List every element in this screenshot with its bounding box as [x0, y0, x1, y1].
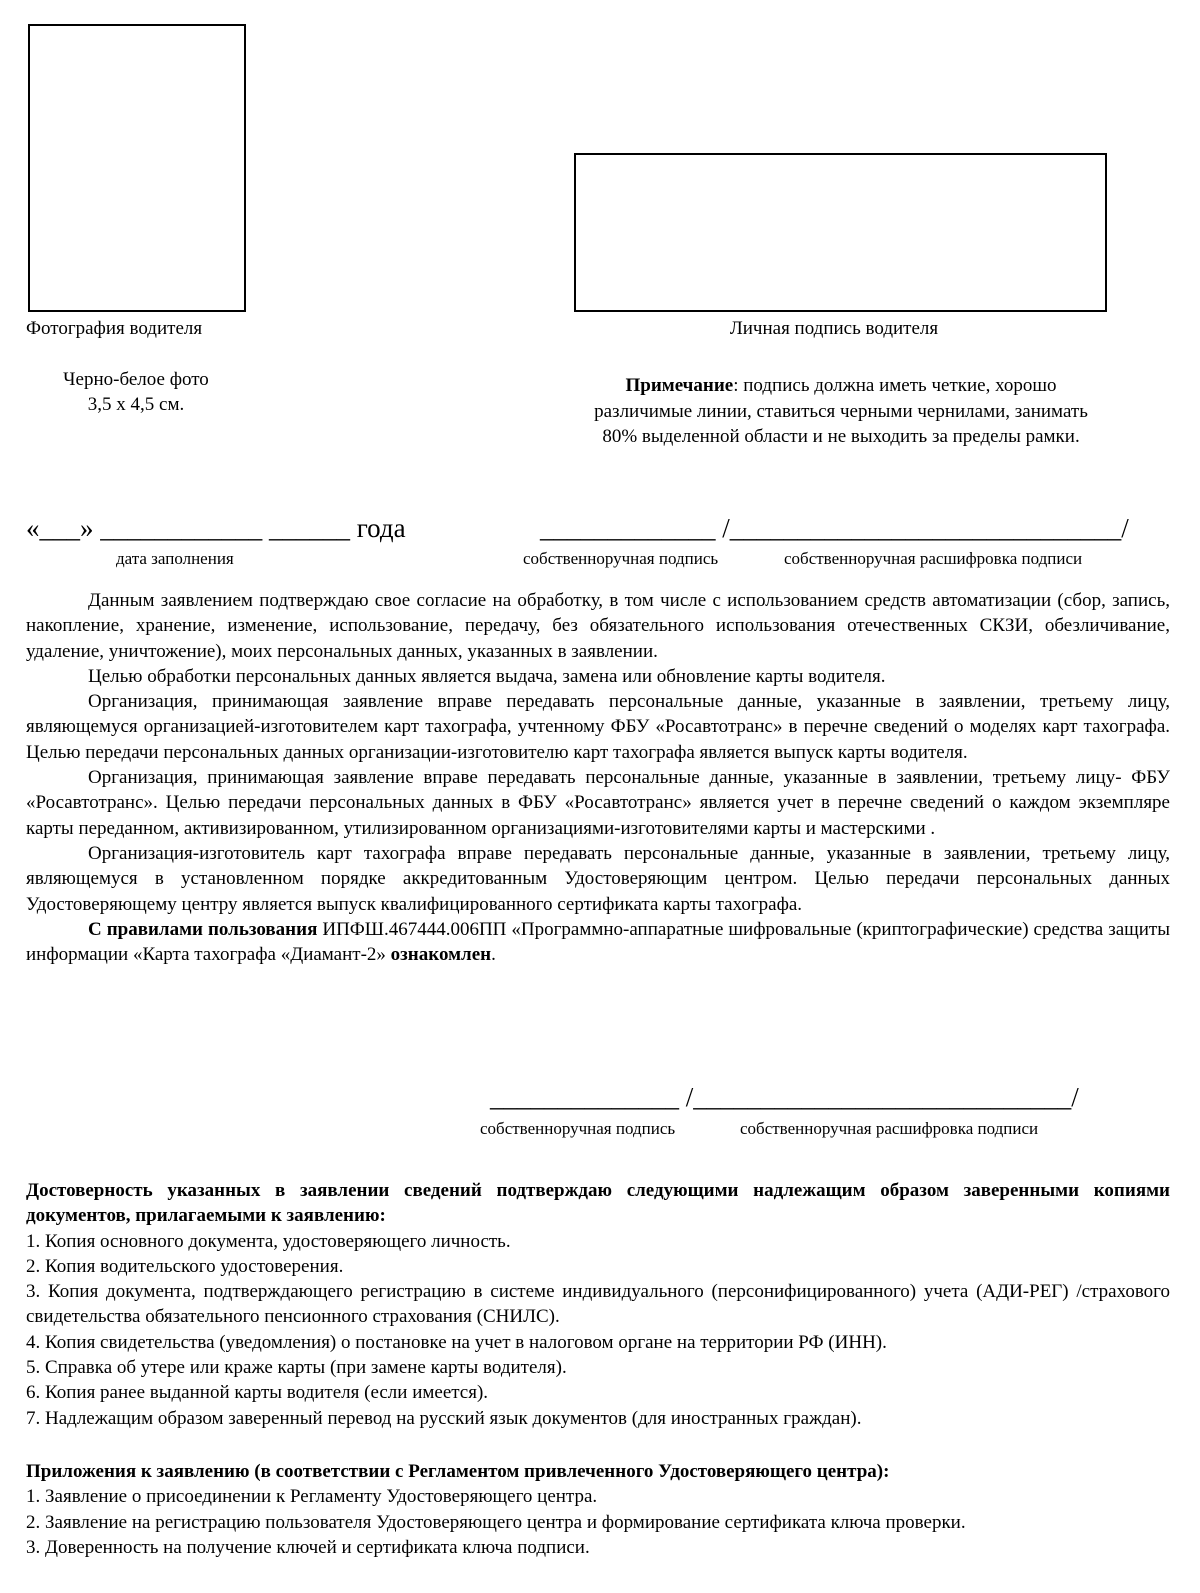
- photo-note: [0, 367, 272, 418]
- documents-section: [26, 1178, 1170, 1431]
- photo-caption: Фотография водителя: [26, 318, 203, 339]
- documents-heading: [26, 1178, 1170, 1229]
- list-item: 5. Справка об утере или краже карты (при замене карты водителя).: [26, 1357, 567, 1379]
- signature-line-1[interactable]: _____________ /_____________________________/: [540, 513, 1129, 543]
- date-fill-line[interactable]: «___» ____________ ______ года: [26, 513, 406, 543]
- signature-line-1-label: собственноручная подпись: [523, 549, 719, 568]
- signature-line-2-decode-label: собственноручная расшифровка подписи: [740, 1119, 1039, 1138]
- photo-box: [28, 24, 246, 312]
- list-item: 3. Доверенность на получение ключей и сертификата ключа подписи.: [26, 1536, 590, 1558]
- attachments-section: [26, 1459, 1170, 1560]
- consent-paragraph-6: [26, 917, 1170, 968]
- signature-note-label: Примечание: [625, 375, 734, 396]
- signature-note: [586, 373, 1096, 450]
- rules-text: ИПФШ.467444.006ПП «Программно-аппаратные шифровальные (криптографические) средства защиты информации «Карта тахографа «Диамант-2»: [26, 918, 1170, 966]
- date-fill-label: дата заполнения: [116, 549, 234, 568]
- list-item: 6. Копия ранее выданной карты водителя (если имеется).: [26, 1382, 489, 1404]
- consent-paragraph-3: Организация, принимающая заявление вправе передавать персональные данные, указанные в заявлении, третьему лицу, являющемуся организацией-изготовителем карт тахографа, учтенному ФБУ «Росавтотранс» в перечне сведений о моделях карт тахографа. Целью передачи персональных данных организации-изготовителю карт тахографа является выпуск карты водителя.: [26, 691, 1170, 763]
- list-item: 2. Копия водительского удостоверения.: [26, 1255, 344, 1277]
- signature-line-2[interactable]: ______________ /____________________________/: [490, 1082, 1079, 1112]
- consent-paragraph-5: Организация-изготовитель карт тахографа вправе передавать персональные данные, указанные в заявлении, третьему лицу, являющемуся в установленном порядке аккредитованным Удостоверяющим центром. Целью передачи персональных данных Удостоверяющему центру является выпуск квалифицированного сертификата карты тахографа.: [26, 842, 1170, 915]
- consent-paragraph-4: Организация, принимающая заявление вправе передавать персональные данные, указанные в заявлении, третьему лицу- ФБУ «Росавтотранс». Целью передачи персональных данных в ФБУ «Росавтотранс» является учет в перечне сведений о каждом экземпляре карты переданном, активизированном, утилизированном организациями-изготовителями карты и мастерскими .: [26, 767, 1170, 839]
- photo-note-line1: Черно-белое фото: [63, 369, 209, 390]
- list-item: 2. Заявление на регистрацию пользователя Удостоверяющего центра и формирование сертификата ключа проверки.: [26, 1511, 966, 1533]
- rules-bold-end: ознакомлен: [390, 944, 492, 966]
- list-item: 3. Копия документа, подтверждающего регистрацию в системе индивидуального (персонифицированного) учета (АДИ-РЕГ) /страхового свидетельства обязательного пенсионного страхования (СНИЛС).: [26, 1281, 1170, 1328]
- consent-paragraph-2: Целью обработки персональных данных является выдача, замена или обновление карты водителя.: [88, 665, 886, 687]
- signature-note-text: : подпись должна иметь четкие, хорошо различимые линии, ставиться черными чернилами, занимать 80% выделенной области и не выходить за пределы рамки.: [594, 375, 1088, 447]
- signature-caption: Личная подпись водителя: [729, 318, 939, 339]
- attachments-list: [26, 1484, 1170, 1560]
- list-item: 1. Заявление о присоединении к Регламенту Удостоверяющего центра.: [26, 1486, 598, 1508]
- list-item: 7. Надлежащим образом заверенный перевод на русский язык документов (для иностранных граждан).: [26, 1407, 862, 1429]
- list-item: 4. Копия свидетельства (уведомления) о постановке на учет в налоговом органе на территории РФ (ИНН).: [26, 1331, 887, 1353]
- documents-heading-text: Достоверность указанных в заявлении сведений подтверждаю следующими надлежащим образом заверенными копиями документов, прилагаемыми к заявлению:: [26, 1180, 1170, 1227]
- attachments-heading: [26, 1459, 1170, 1484]
- consent-text: [26, 588, 1170, 967]
- rules-bold-start: С правилами пользования: [88, 918, 318, 940]
- consent-paragraph-1: Данным заявлением подтверждаю свое согласие на обработку, в том числе с использованием средств автоматизации (сбор, запись, накопление, хранение, изменение, использование, передачу, без обязательного использования отечественных СКЗИ, обезличивание, удаление, уничтожение), моих персональных данных, указанных в заявлении.: [26, 590, 1170, 662]
- signature-line-2-label: собственноручная подпись: [480, 1119, 676, 1138]
- attachments-heading-text: Приложения к заявлению (в соответствии с Регламентом привлеченного Удостоверяющего центра):: [26, 1461, 890, 1482]
- documents-list: [26, 1229, 1170, 1431]
- signature-box: [574, 153, 1107, 312]
- list-item: 1. Копия основного документа, удостоверяющего личность.: [26, 1230, 511, 1252]
- signature-line-1-decode-label: собственноручная расшифровка подписи: [784, 549, 1083, 568]
- photo-note-line2: 3,5 х 4,5 см.: [87, 394, 185, 416]
- rules-end: .: [491, 944, 496, 966]
